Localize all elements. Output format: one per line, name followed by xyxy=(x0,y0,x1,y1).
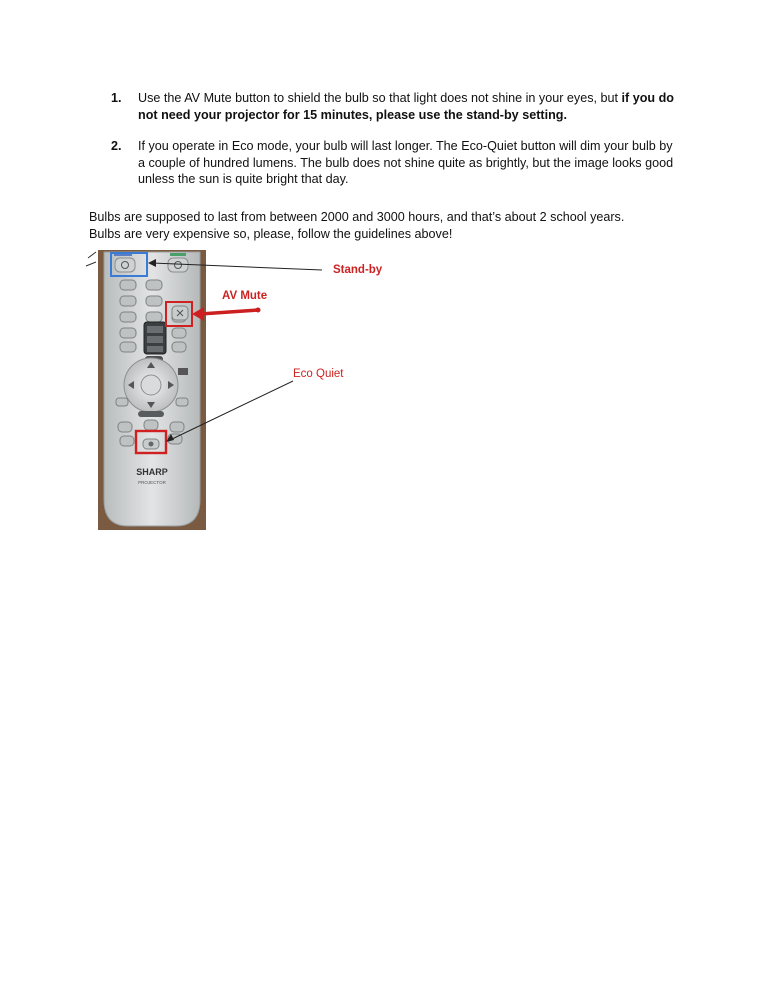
eco-quiet-label: Eco Quiet xyxy=(293,368,344,380)
standby-label: Stand-by xyxy=(333,264,383,276)
item-text: If you operate in Eco mode, your bulb will last longer. The Eco-Quiet button will dim your bulb by a couple of hundred lumens. The bulb does not shine quite as brightly, but the image looks good unless the sun is quite bright that day. xyxy=(138,139,674,186)
av-mute-arrow xyxy=(200,310,258,314)
note-line-2: Bulbs are very expensive so, please, follow the guidelines above! xyxy=(89,226,453,241)
brand-subtitle: PROJECTOR xyxy=(138,480,166,485)
brand-logo: SHARP xyxy=(136,467,168,477)
standby-button[interactable] xyxy=(115,258,135,272)
on-color-strip xyxy=(170,253,186,256)
av-mute-label: AV Mute xyxy=(222,290,268,302)
note-line-1: Bulbs are supposed to last from between 2000 and 3000 hours, and that’s about 2 school years. xyxy=(89,210,625,224)
item-text: Use the AV Mute button to shield the bulb so that light does not shine in your eyes, but xyxy=(138,91,622,105)
enter-button[interactable] xyxy=(141,375,161,395)
item-number: 2. xyxy=(111,139,122,153)
on-button[interactable] xyxy=(168,258,188,272)
item-bold-text: if you do not need your projector for 15 minutes, please use the stand-by setting. xyxy=(138,91,674,122)
scribble-mark xyxy=(86,252,96,266)
item-number: 1. xyxy=(111,91,122,105)
